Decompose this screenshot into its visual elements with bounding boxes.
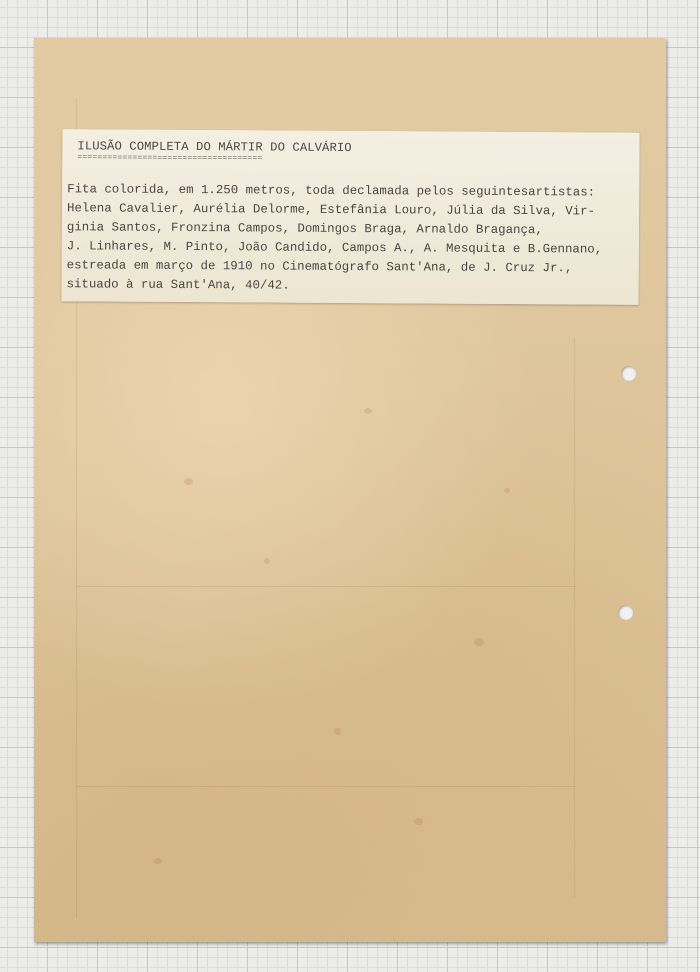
stain [504,488,510,493]
body-line: J. Linhares, M. Pinto, João Candido, Campos A., A. Mesquita e B.Gennano, [66,239,603,257]
title-underline: ===================================== [77,153,263,164]
punch-hole [621,366,636,381]
body-line: Helena Cavalier, Aurélia Delorme, Estefânia Louro, Júlia da Silva, Vir- [67,201,596,219]
body-line: ginia Santos, Fronzina Campos, Domingos Braga, Arnaldo Bragança, [66,220,543,238]
stain [154,858,162,864]
body-line: Fita colorida, em 1.250 metros, toda declamada pelos seguintesartistas: [67,182,596,200]
stain [264,558,270,564]
stain [474,638,484,646]
faint-rule [574,338,575,898]
body-line: situado à rua Sant'Ana, 40/42. [66,277,290,293]
faint-rule [76,586,576,587]
punch-hole [618,605,633,620]
stain [334,728,341,735]
typed-label-card [61,129,639,305]
stain [184,478,193,485]
card-title: ILUSÃO COMPLETA DO MÁRTIR DO CALVÁRIO [77,139,352,156]
stain [414,818,423,825]
body-line: estreada em março de 1910 no Cinematógrafo Sant'Ana, de J. Cruz Jr., [66,258,573,276]
faint-rule [76,786,576,787]
stain [364,408,372,414]
